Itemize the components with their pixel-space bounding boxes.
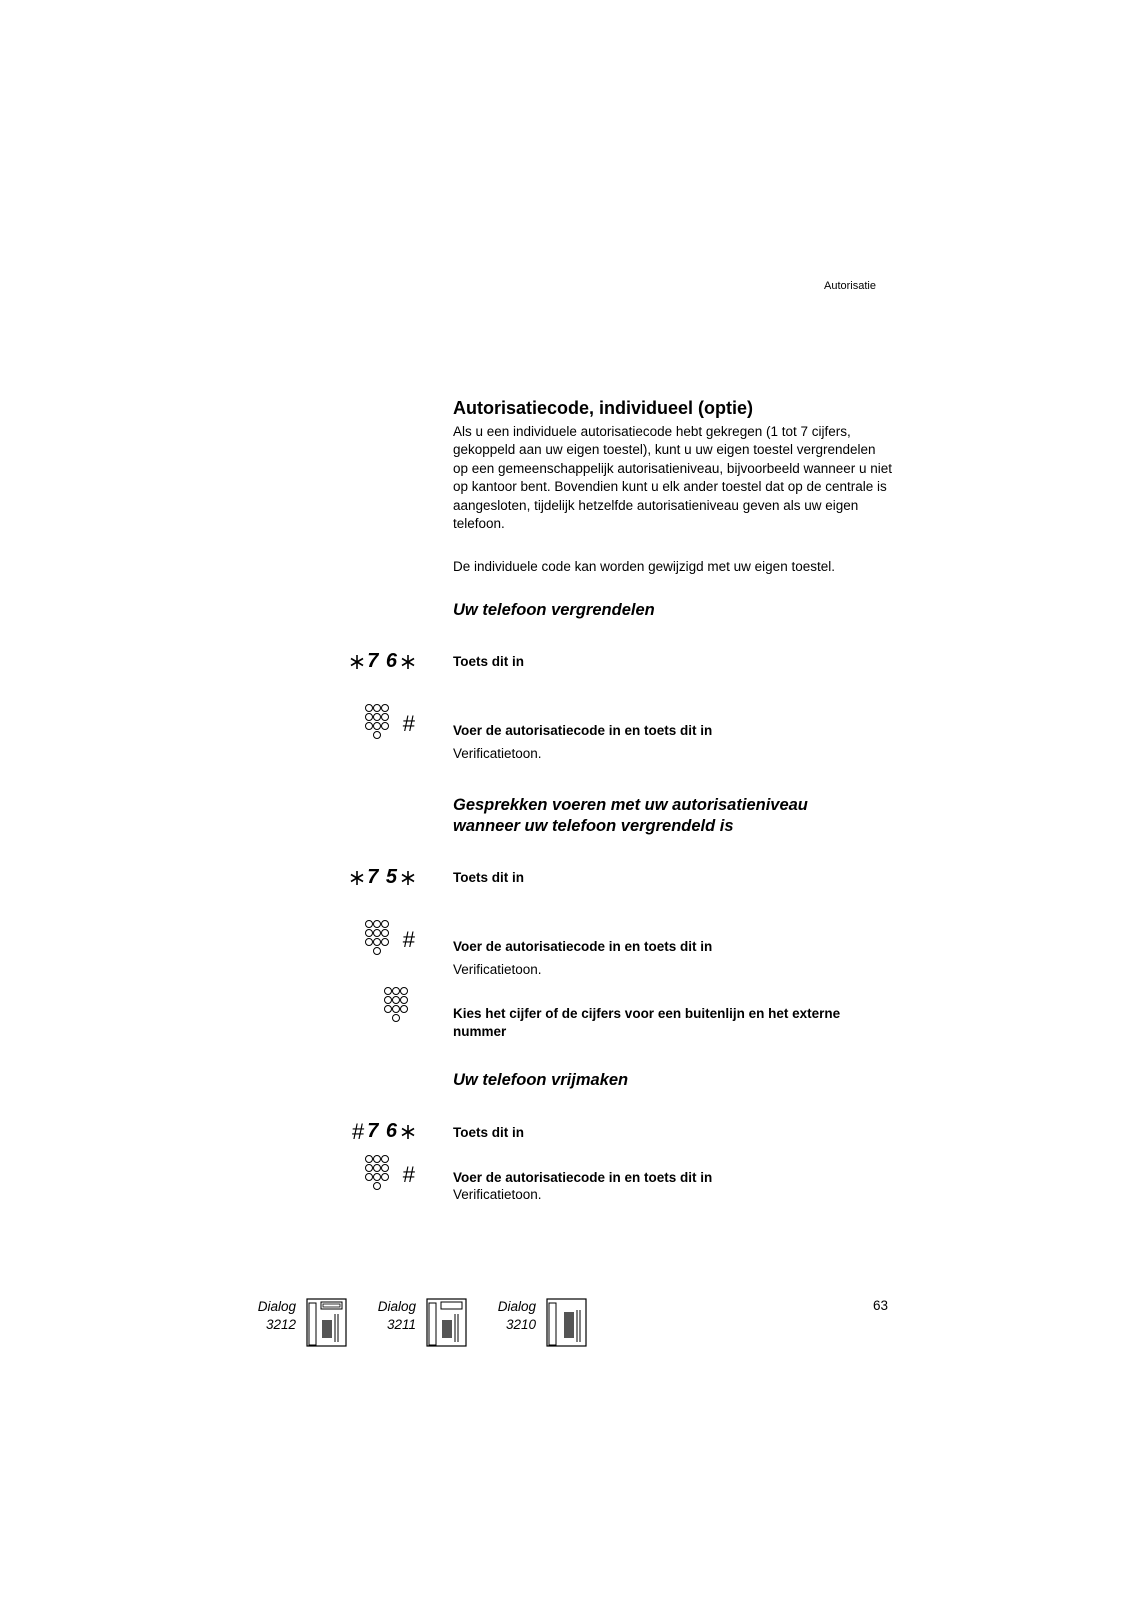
star-key-icon	[400, 654, 416, 670]
code-digits: 7 6	[367, 650, 398, 672]
phone-3212-icon	[306, 1298, 348, 1348]
step-instruction: Toets dit in	[453, 654, 524, 669]
keypad-icon	[382, 986, 416, 1028]
keypad-icon	[363, 1154, 397, 1196]
hash-key-icon: #	[402, 711, 416, 736]
phone-model-label: Dialog 3210	[497, 1299, 536, 1332]
phone-model-label: Dialog 3212	[257, 1299, 296, 1332]
step-instruction: Toets dit in	[453, 870, 524, 885]
step-instruction: Voer de autorisatiecode in en toets dit in	[453, 939, 713, 954]
keypad-hash-symbol	[363, 919, 416, 961]
step-note: Verificatietoon.	[453, 962, 542, 977]
hash-key-icon: #	[351, 1118, 366, 1144]
footer-phone-3212	[252, 1298, 372, 1348]
step-instruction: Toets dit in	[453, 1125, 524, 1140]
code-star-75-star	[349, 866, 416, 889]
step-instruction: Kies het cijfer of de cijfers voor een buitenlijn en het externe nummer	[453, 1006, 841, 1039]
star-key-icon	[349, 654, 365, 670]
star-key-icon	[400, 870, 416, 886]
hash-key-icon: #	[402, 927, 416, 952]
phone-model-label: Dialog 3211	[377, 1299, 416, 1332]
keypad-hash-symbol	[363, 703, 416, 745]
keypad-icon	[363, 919, 397, 961]
subsection-heading-unlock: Uw telefoon vrijmaken	[453, 1071, 629, 1089]
footer-phone-3210	[492, 1298, 612, 1348]
keypad-hash-symbol	[363, 1154, 416, 1196]
step-note: Verificatietoon.	[453, 746, 542, 761]
intro-paragraph-2: De individuele code kan worden gewijzigd met uw eigen toestel.	[453, 559, 835, 574]
running-header: Autorisatie	[824, 280, 876, 292]
keypad-symbol	[382, 986, 416, 1028]
footer-phones	[252, 1298, 612, 1348]
hash-key-icon: #	[402, 1162, 416, 1187]
step-instruction: Voer de autorisatiecode in en toets dit in	[453, 1170, 713, 1185]
footer-phone-3211	[372, 1298, 492, 1348]
code-star-76-star	[349, 650, 416, 673]
star-key-icon	[400, 1124, 416, 1140]
phone-3210-icon	[546, 1298, 588, 1348]
code-hash-76-star	[352, 1120, 416, 1143]
code-digits: 7 6	[367, 1120, 398, 1142]
phone-3211-icon	[426, 1298, 468, 1348]
step-note: Verificatietoon.	[453, 1187, 542, 1202]
subsection-heading-locked-calls: Gesprekken voeren met uw autorisatieniveau wanneer uw telefoon vergrendeld is	[453, 796, 808, 835]
page-number: 63	[873, 1298, 889, 1313]
section-title: Autorisatiecode, individueel (optie)	[453, 398, 754, 418]
step-instruction: Voer de autorisatiecode in en toets dit in	[453, 723, 713, 738]
keypad-icon	[363, 703, 397, 745]
subsection-heading-lock: Uw telefoon vergrendelen	[453, 601, 655, 619]
intro-paragraph: Als u een individuele autorisatiecode hebt gekregen (1 tot 7 cijfers, gekoppeld aan uw eigen toestel), kunt u uw eigen toestel vergrendelen op een gemeenschappelijk autorisatieniveau, bijvoorbeeld wanneer u niet op kantoor bent. Bovendien kunt u elk ander toestel dat op de centrale is aangesloten, tijdelijk hetzelfde autorisatieniveau geven als uw eigen telefoon.	[453, 424, 893, 532]
star-key-icon	[349, 870, 365, 886]
code-digits: 7 5	[367, 866, 398, 888]
